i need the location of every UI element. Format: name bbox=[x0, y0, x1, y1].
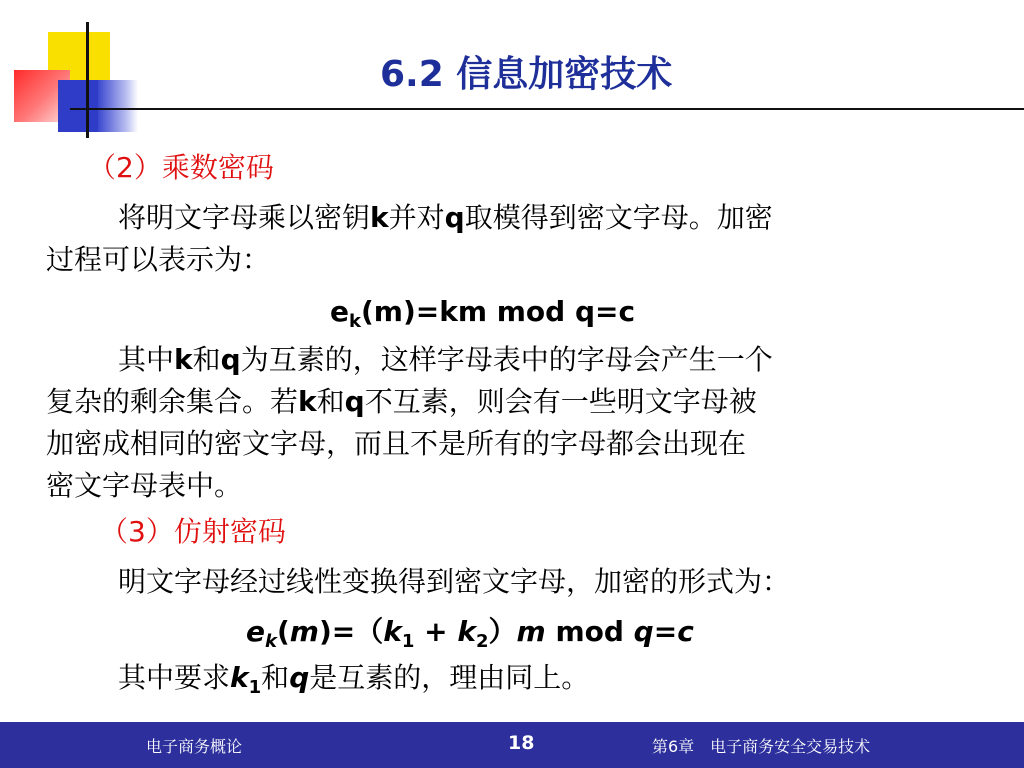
formula-subscript: 1 bbox=[248, 677, 262, 698]
var-q: q bbox=[444, 201, 465, 234]
paragraph-line: 过程可以表示为： bbox=[46, 243, 271, 276]
text-span: 复杂的剩余集合。若 bbox=[46, 385, 299, 418]
formula-c: c bbox=[677, 615, 694, 648]
text-span: ） bbox=[488, 615, 517, 648]
formula-m: m bbox=[516, 615, 546, 648]
section-heading-multiplicative-cipher: （2）乘数密码 bbox=[88, 151, 274, 184]
paragraph-line bbox=[118, 198, 773, 238]
text-span: = bbox=[653, 615, 678, 648]
formula-k2: k bbox=[457, 615, 476, 648]
paragraph-line bbox=[118, 658, 589, 708]
formula-subscript: k bbox=[265, 631, 277, 652]
text-span: + bbox=[414, 615, 458, 648]
var-k: k bbox=[174, 343, 193, 376]
text-span: mod bbox=[545, 615, 634, 648]
formula-multiplicative bbox=[330, 292, 635, 342]
paragraph-line bbox=[46, 382, 757, 422]
text-span: ( bbox=[276, 615, 290, 648]
text-span: 取模得到密文字母。加密 bbox=[464, 201, 773, 234]
formula-subscript: k bbox=[349, 311, 361, 332]
footer-bar bbox=[0, 722, 1024, 768]
text-span: 其中要求 bbox=[118, 661, 231, 694]
formula-k1: k bbox=[383, 615, 402, 648]
text-span: 并对 bbox=[388, 201, 445, 234]
var-q: q bbox=[289, 661, 310, 694]
footer-course-name: 电子商务概论 bbox=[146, 737, 243, 756]
paragraph-line bbox=[118, 340, 773, 380]
paragraph-line: 明文字母经过线性变换得到密文字母，加密的形式为： bbox=[118, 565, 791, 598]
decor-vertical-line bbox=[86, 22, 89, 138]
decor-blue-square bbox=[58, 80, 98, 132]
text-span: 和 bbox=[192, 343, 221, 376]
var-k: k bbox=[370, 201, 389, 234]
paragraph-line: 加密成相同的密文字母，而且不是所有的字母都会出现在 bbox=[46, 427, 747, 460]
text-span: )=（ bbox=[318, 615, 384, 648]
text-span: 为互素的，这样字母表中的字母会产生一个 bbox=[240, 343, 773, 376]
var-k: k bbox=[230, 661, 249, 694]
footer-chapter-title: 第6章 电子商务安全交易技术 bbox=[652, 737, 871, 756]
text-span: 将明文字母乘以密钥 bbox=[118, 201, 371, 234]
section-heading-affine-cipher: （3）仿射密码 bbox=[100, 515, 286, 548]
formula-e: e bbox=[246, 615, 265, 648]
decor-horizontal-line bbox=[70, 108, 1024, 110]
var-k: k bbox=[298, 385, 317, 418]
text-span: 和 bbox=[261, 661, 290, 694]
decor-blue-gradient bbox=[98, 80, 138, 132]
footer-page-number: 18 bbox=[508, 732, 535, 754]
formula-affine bbox=[246, 612, 694, 662]
paragraph-line: 密文字母表中。 bbox=[46, 469, 243, 502]
formula-subscript: 1 bbox=[401, 631, 415, 652]
slide-title: 6.2 信息加密技术 bbox=[380, 54, 673, 95]
var-q: q bbox=[344, 385, 365, 418]
formula-m: m bbox=[289, 615, 319, 648]
text-span: 是互素的，理由同上。 bbox=[309, 661, 590, 694]
formula-e: e bbox=[330, 295, 349, 328]
var-q: q bbox=[220, 343, 241, 376]
text-span: 其中 bbox=[118, 343, 175, 376]
text-span: 和 bbox=[316, 385, 345, 418]
formula-rest: (m)=km mod q=c bbox=[360, 295, 636, 328]
formula-subscript: 2 bbox=[475, 631, 489, 652]
text-span: 不互素，则会有一些明文字母被 bbox=[364, 385, 757, 418]
formula-q: q bbox=[633, 615, 654, 648]
